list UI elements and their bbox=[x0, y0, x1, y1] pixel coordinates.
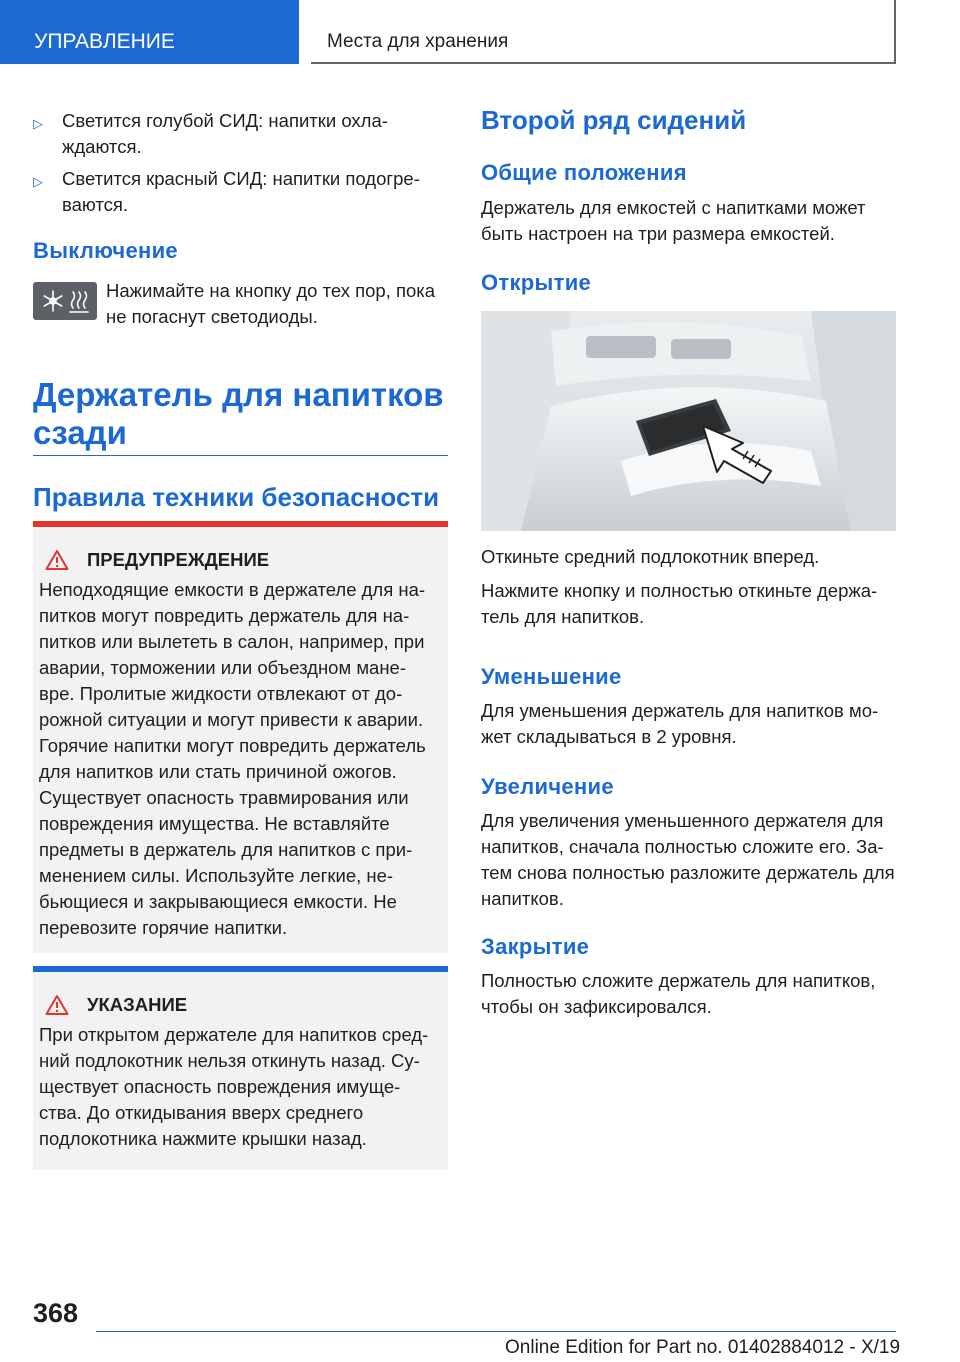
section-tab: УПРАВЛЕНИЕ bbox=[0, 0, 299, 64]
warning-title-row bbox=[45, 547, 440, 573]
general-text: Держатель для емкостей с напитками может быть настроен на три размера емкостей. bbox=[481, 197, 866, 244]
triangle-bullet-icon: ▷ bbox=[33, 174, 43, 189]
notice-text: При открытом держателе для напитков сред-ний подлокотник нельзя откинуть назад. Су-ществует опасность повреждения имуще-ства. До откидывания вверх среднего подлокотника нажмите крышки назад. bbox=[39, 1024, 429, 1149]
enlarge-text: Для увеличения уменьшенного держателя для напитков, сначала полностью сложите его. За-тем снова полностью разложите держатель для напитков. bbox=[481, 810, 895, 909]
main-heading: Держатель для напитков сзади bbox=[33, 376, 444, 451]
off-text: Нажимайте на кнопку до тех пор, пока не погаснут светодиоды. bbox=[106, 280, 436, 327]
bullet-list bbox=[33, 108, 448, 218]
notice-title-row bbox=[45, 992, 440, 1018]
second-row-heading: Второй ряд сидений bbox=[481, 105, 747, 135]
open-heading: Открытие bbox=[481, 270, 592, 295]
armrest-photo bbox=[481, 311, 896, 531]
warning-text: Неподходящие емкости в держателе для на-питков могут повредить держатель для на-питков или вылететь в салон, например, при аварии, торможении или объездном мане-вре. Пролитые жидкости отвлекают от до-рожной ситуации и могут привести к аварии. Горячие напитки могут повредить держатель для напитков или стать причиной ожогов. Существует опасность травмирования или повреждения имущества. Не вставляйте предметы в держатель для напитков с при-менением силы. Используйте легкие, не-бьющиеся и закрывающиеся емкости. Не перевозите горячие напитки. bbox=[39, 579, 426, 938]
footer-rule bbox=[96, 1331, 896, 1332]
enlarge-heading: Увеличение bbox=[481, 774, 614, 799]
reduce-text: Для уменьшения держатель для напитков мо-жет складываться в 2 уровня. bbox=[481, 700, 879, 747]
bullet-text: Светится голубой СИД: напитки охла-ждаются. bbox=[62, 110, 388, 157]
warning-box bbox=[33, 527, 448, 953]
notice-title: УКАЗАНИЕ bbox=[87, 994, 188, 1015]
chapter-title: Места для хранения bbox=[311, 0, 896, 64]
notice-triangle-icon bbox=[45, 994, 69, 1016]
page-number: 368 bbox=[33, 1298, 79, 1328]
bullet-item bbox=[33, 166, 448, 218]
general-heading: Общие положения bbox=[481, 160, 687, 185]
notice-box bbox=[33, 972, 448, 1170]
bullet-text: Светится красный СИД: напитки подогре-ваются. bbox=[62, 168, 420, 215]
edition-text: Online Edition for Part no. 01402884012 - X/19 bbox=[505, 1337, 901, 1358]
open-step-1: Откиньте средний подлокотник вперед. bbox=[481, 546, 820, 567]
reduce-heading: Уменьшение bbox=[481, 664, 622, 689]
close-heading: Закрытие bbox=[481, 934, 590, 959]
climate-button-icon bbox=[33, 282, 97, 320]
safety-heading: Правила техники безопасности bbox=[33, 482, 440, 512]
heading-rule bbox=[33, 455, 448, 456]
bullet-item bbox=[33, 108, 448, 160]
triangle-bullet-icon: ▷ bbox=[33, 116, 43, 131]
warning-title: ПРЕДУПРЕЖДЕНИЕ bbox=[87, 549, 270, 570]
warning-triangle-icon bbox=[45, 549, 69, 571]
off-heading: Выключение bbox=[33, 238, 178, 263]
close-text: Полностью сложите держатель для напитков, чтобы он зафиксировался. bbox=[481, 970, 876, 1017]
open-step-2: Нажмите кнопку и полностью откиньте держа-тель для напитков. bbox=[481, 580, 878, 627]
